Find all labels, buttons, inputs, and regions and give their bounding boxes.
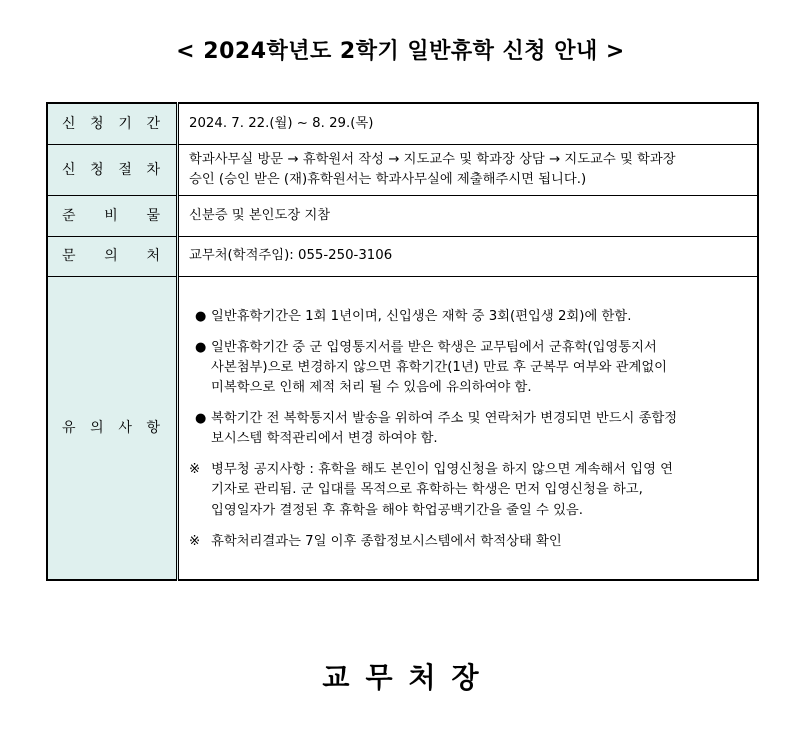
table-row-period — [47, 103, 758, 144]
value-period: 2024. 7. 22.(월) ~ 8. 29.(목) — [178, 103, 759, 144]
notes-remark — [189, 532, 747, 553]
bullet-line: 일반휴학기간은 1회 1년이며, 신입생은 재학 중 3회(편입생 2회)에 한함. — [211, 308, 632, 324]
remark-line: 휴학처리결과는 7일 이후 종합정보시스템에서 학적상태 확인 — [211, 534, 562, 550]
label-process — [48, 160, 176, 180]
remark-line: 병무청 공지사항 : 휴학을 해도 본인이 입영신청을 하지 않으면 계속해서 입영 연 — [211, 461, 674, 477]
notes-cell — [178, 276, 759, 580]
notes-bullet — [189, 338, 747, 398]
bullet-text — [211, 307, 747, 327]
reference-mark-icon: ※ — [189, 461, 201, 477]
bullet-text — [211, 338, 747, 398]
notes-remark — [189, 460, 747, 522]
label-char: 문 — [62, 248, 76, 264]
label-cell-prep — [47, 195, 178, 236]
bullet-line: 보시스템 학적관리에서 변경 하여야 함. — [211, 430, 438, 446]
process-line: 승인 (승인 받은 (재)휴학원서는 학과사무실에 제출해주시면 됩니다.) — [189, 171, 587, 187]
label-char: 의 — [90, 419, 104, 436]
label-char: 신 — [62, 161, 76, 178]
remark-line: 입영일자가 결정된 후 휴학을 해야 학업공백기간을 줄일 수 있음. — [211, 502, 584, 518]
label-char: 청 — [90, 161, 104, 178]
label-char: 절 — [118, 161, 132, 178]
label-char: 처 — [146, 248, 160, 264]
label-char: 간 — [146, 115, 160, 132]
bullet-line: 미복학으로 인해 제적 처리 될 수 있음에 유의하여야 함. — [211, 379, 532, 395]
bullet-line: 일반휴학기간 중 군 입영통지서를 받은 학생은 교무팀에서 군휴학(입영통지서 — [211, 339, 657, 355]
info-table — [46, 102, 759, 581]
label-char: 기 — [118, 115, 132, 132]
table-row-notes — [47, 276, 758, 580]
table-row-contact — [47, 236, 758, 276]
bullet-icon: ● — [195, 410, 207, 426]
label-cell-contact — [47, 236, 178, 276]
label-char: 신 — [62, 115, 76, 132]
label-char: 비 — [104, 207, 118, 224]
bullet-text — [211, 409, 747, 449]
table-row-process — [47, 144, 758, 195]
label-prep — [48, 206, 176, 226]
remark-text — [211, 532, 747, 553]
value-prep: 신분증 및 본인도장 지참 — [178, 195, 759, 236]
document-title: < 2024학년도 2학기 일반휴학 신청 안내 > — [176, 39, 625, 64]
label-notes — [48, 418, 176, 438]
label-cell-notes — [47, 276, 178, 580]
reference-mark-icon: ※ — [189, 534, 201, 550]
label-char: 차 — [146, 161, 160, 178]
bullet-line: 복학기간 전 복학통지서 발송을 위하여 주소 및 연락처가 변경되면 반드시 종합정 — [211, 410, 678, 426]
remark-line: 기자로 관리됨. 군 입대를 목적으로 휴학하는 학생은 먼저 입영신청을 하고, — [211, 482, 643, 498]
signature: 교무처장 — [322, 661, 495, 694]
bullet-icon: ● — [195, 308, 207, 324]
value-contact: 교무처(학적주임): 055-250-3106 — [178, 236, 759, 276]
table-row-prep — [47, 195, 758, 236]
label-cell-period — [47, 103, 178, 144]
bullet-icon: ● — [195, 339, 207, 355]
label-contact — [48, 246, 176, 266]
label-char: 준 — [62, 207, 76, 224]
label-char: 유 — [62, 419, 76, 436]
label-char: 청 — [90, 115, 104, 132]
label-period — [48, 114, 176, 134]
label-char: 사 — [118, 419, 132, 436]
bullet-line: 사본첨부)으로 변경하지 않으면 휴학기간(1년) 만료 후 군복무 여부와 관계없이 — [211, 359, 668, 375]
notes-bullet — [189, 307, 747, 327]
label-cell-process — [47, 144, 178, 195]
label-char: 의 — [104, 248, 118, 264]
process-line: 학과사무실 방문 → 휴학원서 작성 → 지도교수 및 학과장 상담 → 지도교수 및 학과장 — [189, 151, 676, 167]
notes-bullet — [189, 409, 747, 449]
remark-text — [211, 460, 747, 522]
label-char: 물 — [146, 207, 160, 224]
value-process — [178, 144, 759, 195]
label-char: 항 — [146, 419, 160, 436]
